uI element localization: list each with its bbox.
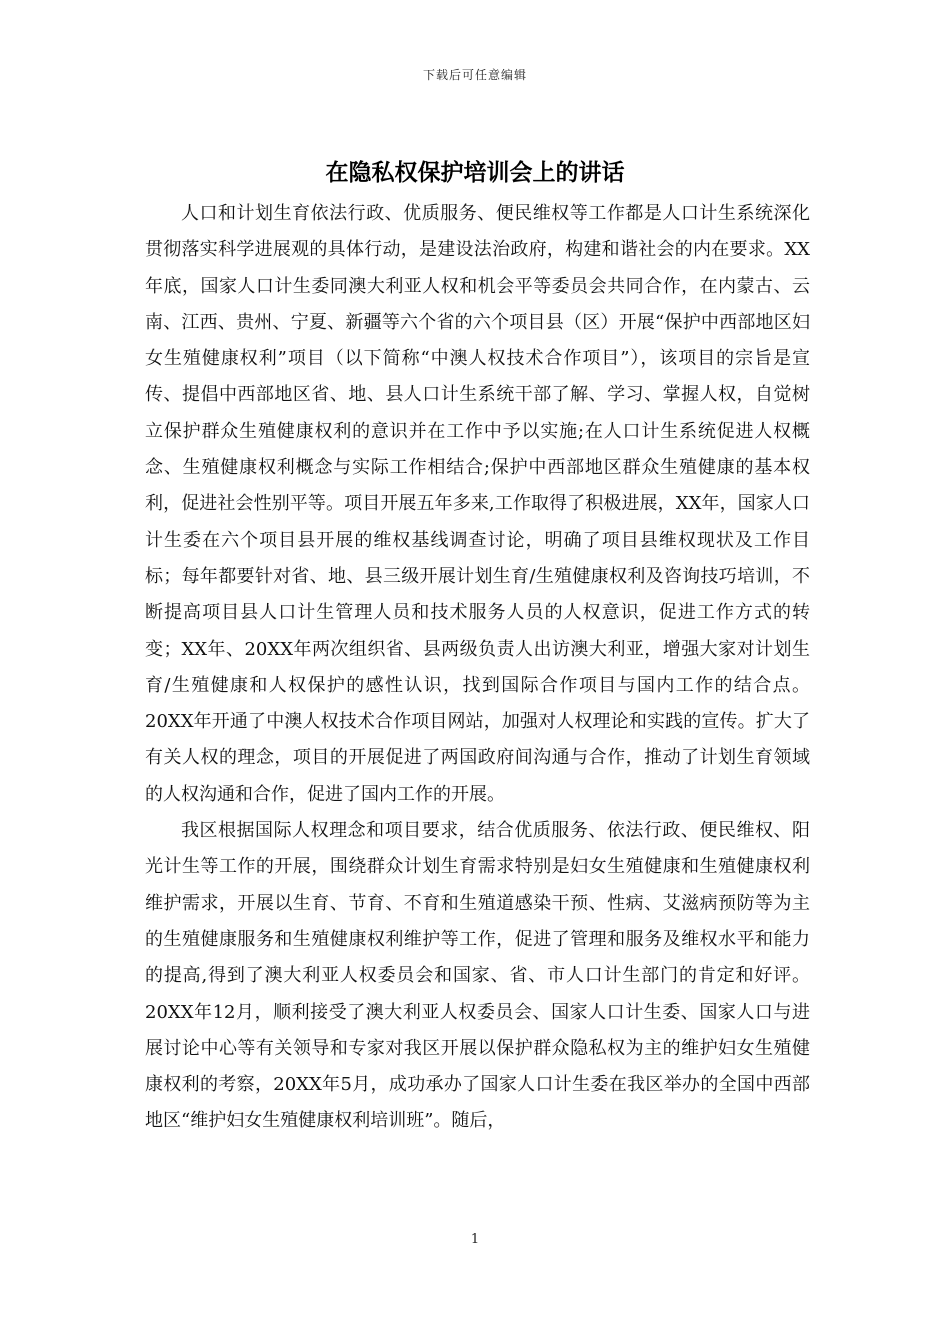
page-header-note: 下载后可任意编辑	[422, 68, 527, 82]
document-title: 在隐私权保护培训会上的讲话	[325, 160, 625, 186]
paragraph: 我区根据国际人权理念和项目要求，结合优质服务、依法行政、便民维权、阳光计生等工作的开展，围绕群众计划生育需求特别是妇女生殖健康和生殖健康权利维护需求，开展以生育、节育、不育和生殖道感染干预、性病、艾滋病预防等为主的生殖健康服务和生殖健康权利维护等工作，促进了管理和服务及维权水平和能力的提高,得到了澳大利亚人权委员会和国家、省、市人口计生部门的肯定和好评。20XX年12月，顺利接受了澳大利亚人权委员会、国家人口计生委、国家人口与进展讨论中心等有关领导和专家对我区开展以保护群众隐私权为主的维护妇女生殖健康权利的考察，20XX年5月，成功承办了国家人口计生委在我区举办的全国中西部地区“维护妇女生殖健康权利培训班”。随后，	[145, 820, 810, 1132]
paragraph: 人口和计划生育依法行政、优质服务、便民维权等工作都是人口计生系统深化贯彻落实科学进展观的具体行动，是建设法治政府，构建和谐社会的内在要求。XX年底，国家人口计生委同澳大利亚人权和机会平等委员会共同合作，在内蒙古、云南、江西、贵州、宁夏、新疆等六个省的六个项目县（区）开展“保护中西部地区妇女生殖健康权利”项目（以下简称“中澳人权技术合作项目”），该项目的宗旨是宣传、提倡中西部地区省、地、县人口计生系统干部了解、学习、掌握人权，自觉树立保护群众生殖健康权利的意识并在工作中予以实施;在人口计生系统促进人权概念、生殖健康权利概念与实际工作相结合;保护中西部地区群众生殖健康的基本权利，促进社会性别平等。项目开展五年多来,工作取得了积极进展，XX年，国家人口计生委在六个项目县开展的维权基线调查讨论，明确了项目县维权现状及工作目标；每年都要针对省、地、县三级开展计划生育/生殖健康权利及咨询技巧培训，不断提高项目县人口计生管理人员和技术服务人员的人权意识，促进工作方式的转变；XX年、20XX年两次组织省、县两级负责人出访澳大利亚，增强大家对计划生育/生殖健康和人权保护的感性认识，找到国际合作项目与国内工作的结合点。20XX年开通了中澳人权技术合作项目网站，加强对人权理论和实践的宣传。扩大了有关人权的理念，项目的开展促进了两国政府间沟通与合作，推动了计划生育领域的人权沟通和合作，促进了国内工作的开展。	[145, 203, 810, 805]
document-body	[145, 196, 810, 1140]
page-number: 1	[470, 1232, 480, 1247]
